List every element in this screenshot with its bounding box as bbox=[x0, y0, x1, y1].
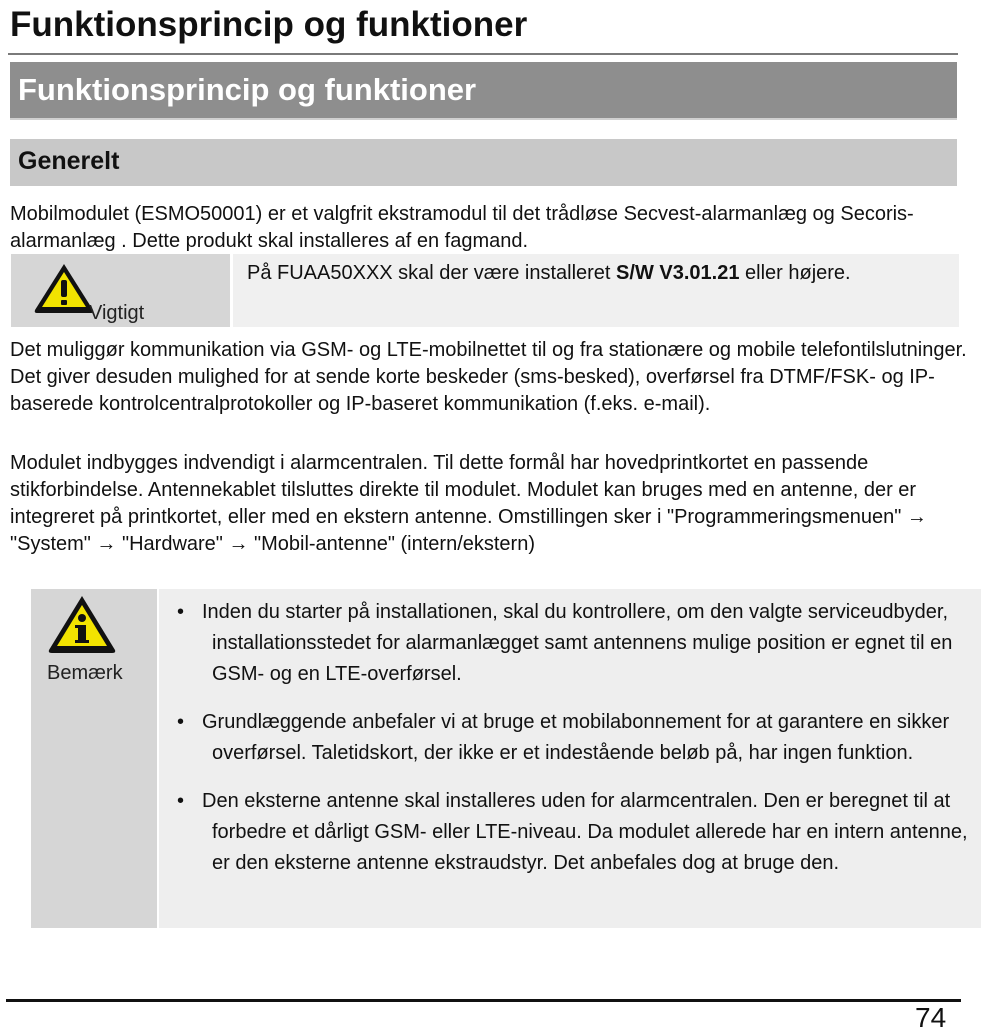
installation-paragraph: Modulet indbygges indvendigt i alarmcentralen. Til dette formål har hovedprintkortet en passende stikforbindelse. Antennekablet tilsluttes direkte til modulet. Modulet kan bruges med en antenne, der er integreret på printkortet, eller med en ekstern antenne. Omstillingen sker i "Programmeringsmenuen" → "System" → "Hardware" → "Mobil-antenne" (intern/ekstern) bbox=[10, 452, 927, 555]
note-icon-cell bbox=[31, 589, 157, 928]
bullet-icon: • bbox=[177, 790, 185, 812]
note-item-text: Grundlæggende anbefaler vi at bruge et mobilabonnement for at garantere en sikker overførsel. Taletidskort, der ikke er et indestående beløb på, har ingen funktion. bbox=[202, 711, 950, 764]
section-banner bbox=[10, 62, 957, 120]
bullet-icon: • bbox=[177, 711, 185, 733]
note-item-text: Den eksterne antenne skal installeres uden for alarmcentralen. Den er beregnet til at forbedre et dårligt GSM- eller LTE-niveau. Da modulet allerede har en intern antenne, er den eksterne antenne ekstraudstyr. Det anbefales dog at bruge den. bbox=[202, 790, 968, 874]
list-item bbox=[159, 786, 969, 879]
list-item bbox=[159, 707, 969, 769]
page-number: 74 bbox=[915, 1002, 947, 1033]
important-text-start: På FUAA50XXX skal der være installeret bbox=[247, 262, 617, 284]
important-text bbox=[247, 260, 887, 287]
subsection-banner bbox=[10, 139, 957, 186]
warning-triangle-icon bbox=[31, 260, 97, 316]
subsection-title: Generelt bbox=[18, 147, 120, 175]
important-icon-cell bbox=[11, 254, 230, 327]
note-item-text: Inden du starter på installationen, skal du kontrollere, om den valgte serviceudbyder, installationsstedet for alarmanlægget samt antennens mulige position er egnet til en GSM- og en LTE-overførsel. bbox=[202, 601, 953, 685]
software-version: S/W V3.01.21 bbox=[616, 262, 740, 284]
bullet-icon: • bbox=[177, 601, 185, 623]
important-label: Vigtigt bbox=[89, 302, 145, 324]
note-label: Bemærk bbox=[47, 662, 123, 684]
note-box bbox=[31, 589, 981, 928]
communication-paragraph: Det muliggør kommunikation via GSM- og LTE-mobilnettet til og fra stationære og mobile telefontilslutninger. Det giver desuden mulighed for at sende korte beskeder (sms-besked), overførsel fra DTMF/FSK- og IP-baserede kontrolcentralprotokoller og IP-baseret kommunikation (f.eks. e-mail). bbox=[10, 339, 967, 415]
list-item bbox=[159, 597, 969, 690]
section-title: Funktionsprincip og funktioner bbox=[18, 72, 477, 107]
footer-divider bbox=[6, 999, 961, 1002]
title-divider bbox=[8, 53, 958, 55]
important-notice bbox=[11, 254, 959, 327]
important-text-end: eller højere. bbox=[739, 262, 851, 284]
note-list bbox=[159, 597, 969, 896]
note-content-cell bbox=[159, 589, 981, 928]
intro-paragraph: Mobilmodulet (ESMO50001) er et valgfrit ekstramodul til det trådløse Secvest-alarmanlæg og Secoris- alarmanlæg . Dette produkt skal installeres af en fagmand. bbox=[10, 203, 914, 252]
page-title: Funktionsprincip og funktioner bbox=[10, 5, 528, 44]
important-text-cell bbox=[233, 254, 959, 327]
info-triangle-icon bbox=[46, 593, 118, 655]
